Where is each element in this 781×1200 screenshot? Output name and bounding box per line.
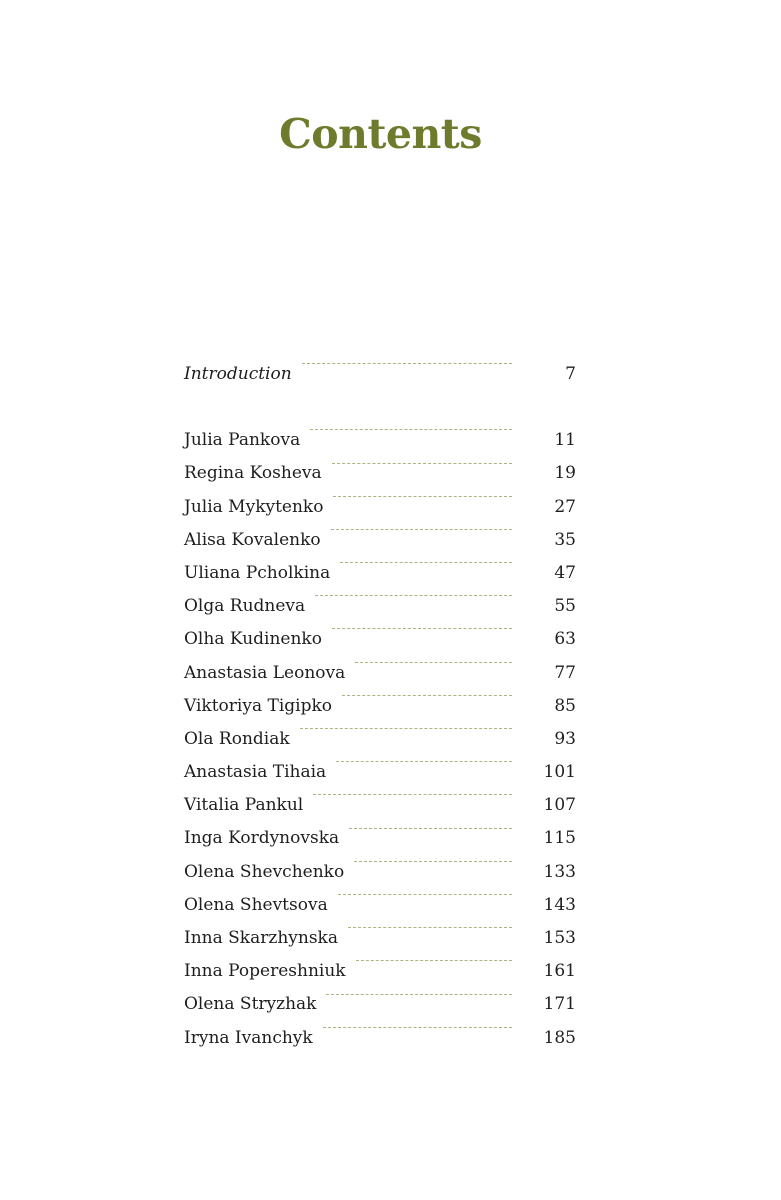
toc-page-number: 153 [543, 928, 576, 948]
toc-entry-label: Inna Popereshniuk [184, 961, 346, 982]
dot-leader [349, 810, 512, 843]
toc-entry[interactable] [184, 412, 576, 451]
toc-page-number: 101 [543, 762, 576, 783]
toc-entry-label: Iryna Ivanchyk [184, 1027, 313, 1048]
dot-leader [356, 943, 512, 976]
toc-entry-label: Olga Rudneva [184, 596, 306, 617]
toc-entry-label: Ola Rondiak [184, 728, 290, 749]
dot-leader [300, 711, 512, 744]
toc-entry-label: Inga Kordynovska [184, 828, 340, 849]
toc-entry-label: Alisa Kovalenko [184, 529, 321, 550]
toc-entry-label: Anastasia Tihaia [184, 762, 327, 783]
toc-entry-label: Regina Kosheva [184, 463, 322, 484]
dot-leader [336, 744, 512, 777]
toc-entry-label: Olena Shevchenko [184, 861, 345, 882]
dot-leader [338, 877, 512, 910]
dot-leader [340, 545, 512, 578]
toc-entry-label: Julia Pankova [184, 430, 301, 451]
toc-entry-label: Uliana Pcholkina [184, 562, 331, 583]
toc-entry-label: Olena Stryzhak [184, 994, 317, 1015]
toc-page-number: 63 [554, 629, 576, 650]
toc-page-number: 171 [543, 994, 576, 1015]
toc-page-number: 55 [554, 596, 576, 617]
dot-leader [332, 445, 512, 478]
dot-leader [326, 976, 512, 1009]
dot-leader [302, 346, 512, 379]
page-title: Contents [279, 110, 482, 158]
toc-entry-label: Introduction [184, 364, 292, 384]
toc-page-number: 77 [554, 662, 576, 683]
toc-entry-label: Julia Mykytenko [184, 496, 324, 517]
toc-page-number: 7 [565, 364, 576, 384]
toc-page-number: 19 [554, 463, 576, 484]
toc-page-number: 185 [543, 1027, 576, 1048]
dot-leader [354, 844, 512, 877]
toc-entry-label: Anastasia Leonova [184, 662, 346, 683]
toc-page-number: 35 [554, 529, 576, 550]
dot-leader [313, 777, 512, 810]
toc-entry-label: Vitalia Pankul [184, 795, 304, 816]
toc-page-number: 85 [554, 695, 576, 716]
toc-entry-label: Olha Kudinenko [184, 629, 322, 650]
dot-leader [332, 611, 512, 644]
dot-leader [331, 512, 512, 545]
dot-leader [348, 910, 512, 943]
toc-page-number: 133 [543, 861, 576, 882]
table-of-contents [184, 346, 576, 1048]
dot-leader [310, 412, 512, 445]
toc-page-number: 115 [543, 828, 576, 849]
dot-leader [333, 479, 512, 512]
toc-entry-introduction[interactable] [184, 346, 576, 384]
toc-page-number: 47 [554, 562, 576, 583]
dot-leader [315, 578, 512, 611]
toc-page-number: 27 [554, 496, 576, 517]
toc-entry-label: Viktoriya Tigipko [184, 695, 333, 716]
toc-entry-label: Inna Skarzhynska [184, 928, 338, 948]
toc-page-number: 107 [543, 795, 576, 816]
toc-page-number: 11 [554, 430, 576, 451]
toc-page-number: 161 [543, 961, 576, 982]
dot-leader [355, 645, 512, 678]
dot-leader [323, 1010, 512, 1043]
toc-entry-label: Olena Shevtsova [184, 894, 328, 915]
dot-leader [342, 678, 512, 711]
toc-page-number: 143 [543, 894, 576, 915]
toc-page-number: 93 [554, 728, 576, 749]
